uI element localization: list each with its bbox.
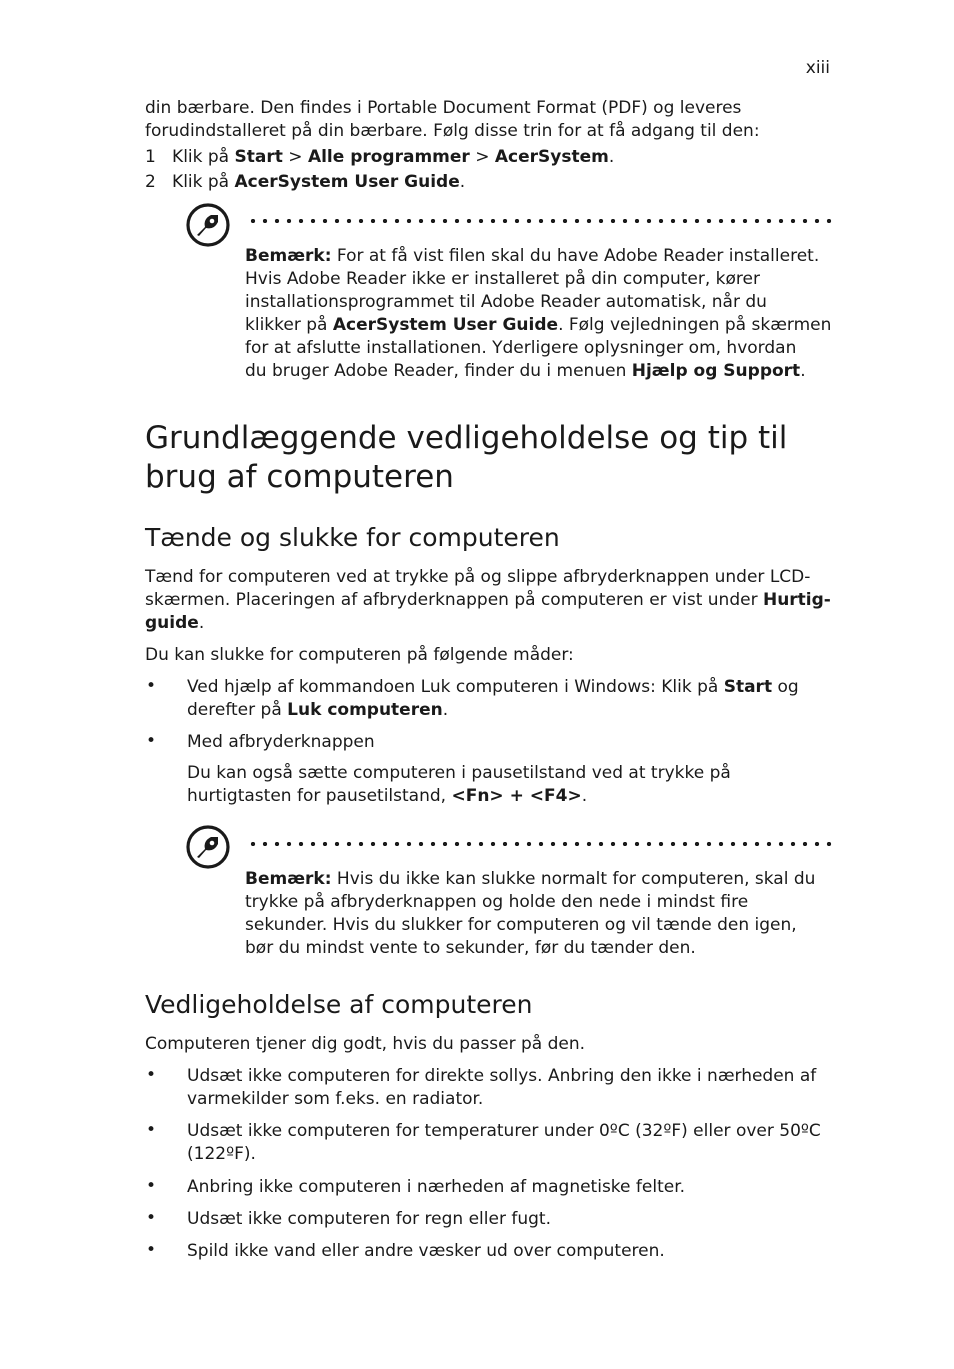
intro-line: din bærbare. Den findes i Portable Document Format (PDF) og leveres [145,98,742,118]
step-number: 1 [145,147,156,167]
step-text: Klik på [172,147,230,167]
note-divider [247,842,832,846]
bullet-text: varmekilder som f.eks. en radiator. [187,1089,484,1109]
sleep-paragraph [187,762,847,808]
note-label: Bemærk: [245,246,332,266]
bold-term: Start [723,677,773,697]
bullet-item: Spild ikke vand eller andre væsker ud over computeren. [187,1241,665,1261]
section-heading-care: Vedligeholdelse af computeren [145,990,533,1019]
heading-line: brug af computeren [145,459,454,495]
paragraph-line: . [581,786,588,806]
step-end: . [459,172,466,192]
note-line: . Følg vejledningen på skærmen [558,315,832,335]
paragraph-line: hurtigtasten for pausetilstand, [187,786,447,806]
note-line: bør du mindst vente to sekunder, før du tænder den. [245,938,696,958]
bold-term: Luk computeren [287,700,443,720]
paragraph-line: skærmen. Placeringen af afbryderknappen på computeren er vist under [145,590,758,610]
bullet-icon: • [146,676,157,696]
paragraph-line: Du kan også sætte computeren i pausetilstand ved at trykke på [187,763,731,783]
heading-line: Grundlæggende vedligeholdelse og tip til [145,420,788,456]
intro-line: forudindstalleret på din bærbare. Følg disse trin for at få adgang til den: [145,121,760,141]
chapter-heading [145,419,845,497]
step-2 [145,171,465,194]
step-text: Klik på [172,172,230,192]
bullet-text: og [777,677,799,697]
bullet-item [187,1120,847,1166]
step-1 [145,146,614,169]
bullet-text: Udsæt ikke computeren for direkte sollys. Anbring den ikke i nærheden af [187,1066,817,1086]
note-line: For at få vist filen skal du have Adobe Reader installeret. [336,246,820,266]
note-line: du bruger Adobe Reader, finder du i menuen [245,361,627,381]
bullet-item [187,676,847,722]
hotkey: <Fn> + <F4> [451,786,582,806]
bold-term: Hurtig- [762,590,831,610]
note-icon [185,202,231,248]
bullet-text: derefter på [187,700,282,720]
menu-acersystem: AcerSystem [494,147,609,167]
note-line: sekunder. Hvis du slukker for computeren og vil tænde den igen, [245,915,797,935]
bullet-text: (122ºF). [187,1144,256,1164]
note-bold: AcerSystem User Guide [332,315,559,335]
bullet-text: . [442,700,449,720]
power-paragraph [145,566,845,635]
step-separator: > [475,147,490,167]
bold-term: guide [145,613,199,633]
bullet-text: Udsæt ikke computeren for temperaturer under 0ºC (32ºF) eller over 50ºC [187,1121,821,1141]
bullet-icon: • [146,731,157,751]
bullet-icon: • [146,1065,157,1085]
note-1-text [245,245,845,383]
note-line: klikker på [245,315,328,335]
note-divider [247,219,832,223]
section-heading-power: Tænde og slukke for computeren [145,523,560,552]
paragraph-line: . [198,613,205,633]
note-line: . [800,361,806,381]
note-line: installationsprogrammet til Adobe Reader automatisk, når du [245,292,767,312]
note-line: trykke på afbryderknappen og holde den nede i mindst fire [245,892,749,912]
bullet-icon: • [146,1240,157,1260]
note-bold: Hjælp og Support [631,361,801,381]
bullet-icon: • [146,1176,157,1196]
intro-paragraph [145,97,760,143]
menu-start: Start [234,147,283,167]
page-number: xiii [805,58,830,78]
menu-user-guide: AcerSystem User Guide [234,172,460,192]
bullet-text: Ved hjælp af kommandoen Luk computeren i Windows: Klik på [187,677,719,697]
bullet-item: Med afbryderknappen [187,732,375,752]
menu-all-programs: Alle programmer [307,147,470,167]
bullet-icon: • [146,1208,157,1228]
bullet-icon: • [146,1120,157,1140]
note-line: for at afslutte installationen. Yderligere oplysninger om, hvordan [245,338,797,358]
step-separator: > [288,147,303,167]
bullet-item: Udsæt ikke computeren for regn eller fugt. [187,1209,551,1229]
note-line: Hvis Adobe Reader ikke er installeret på din computer, kører [245,269,760,289]
step-end: . [608,147,615,167]
paragraph-line: Tænd for computeren ved at trykke på og slippe afbryderknappen under LCD- [145,567,811,587]
note-icon [185,824,231,870]
shutdown-intro: Du kan slukke for computeren på følgende måder: [145,645,574,665]
note-line: Hvis du ikke kan slukke normalt for computeren, skal du [336,869,816,889]
bullet-item [187,1065,847,1111]
note-label: Bemærk: [245,869,332,889]
care-intro: Computeren tjener dig godt, hvis du passer på den. [145,1034,586,1054]
note-2-text [245,868,845,960]
bullet-item: Anbring ikke computeren i nærheden af magnetiske felter. [187,1177,686,1197]
step-number: 2 [145,172,156,192]
